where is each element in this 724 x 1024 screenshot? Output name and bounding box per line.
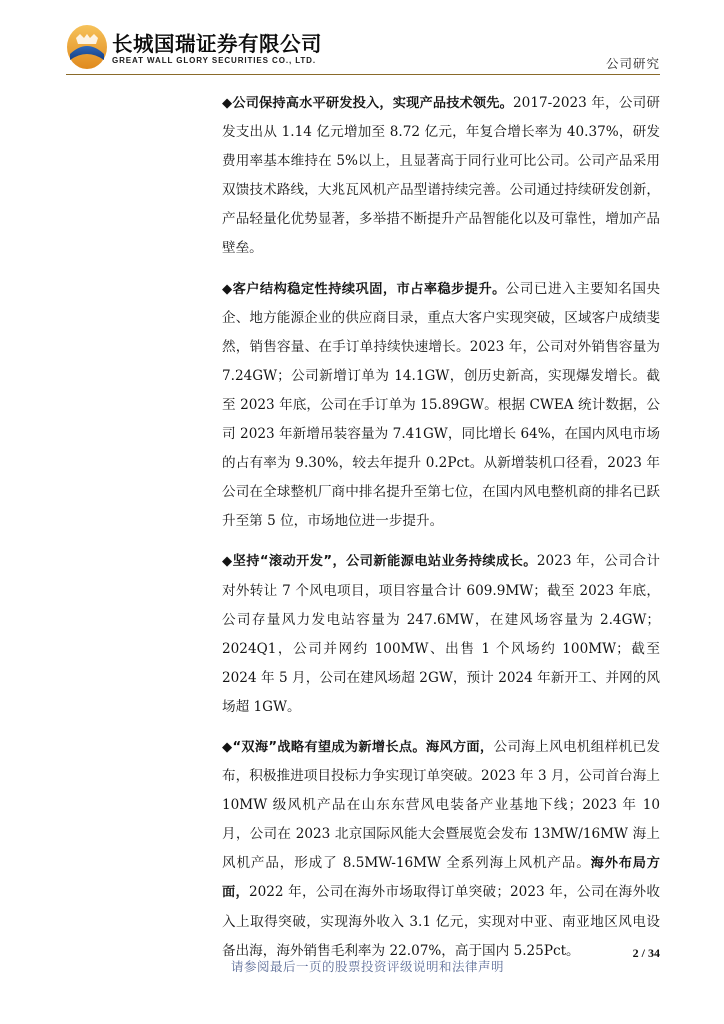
paragraph-dual-sea-strategy [222,733,660,966]
header-divider [66,74,660,75]
paragraph-lead: ◆公司保持高水平研发投入，实现产品技术领先。 [222,96,514,111]
disclaimer-link[interactable]: 请参阅最后一页的股票投资评级说明和法律声明 [231,959,505,974]
paragraph-text: 2023 年，公司合计对外转让 7 个风电项目，项目容量合计 609.9MW；截至 2023 年底，公司存量风力发电站容量为 247.6MW，在建风场容量为 2.4GW；2024Q1，公司并网约 100MW、出售 1 个风场约 100MW；截至 2024 年 5 月，公司在建风场超 2GW，预计 2024 年新开工、并网的风场超 1GW。 [222,553,660,715]
paragraph-inline-heading: 海外布局方面， [222,856,660,901]
paragraph-rolling-development [222,547,660,722]
page-number: 2 / 34 [632,946,660,960]
paragraph-lead: ◆坚持“滚动开发”，公司新能源电站业务持续成长。 [222,554,537,570]
company-logo [66,24,336,72]
paragraph-text: 2022 年，公司在海外市场取得订单突破；2023 年，公司在海外收入上取得突破，实现海外收入 3.1 亿元，实现对中亚、南亚地区风电设备出海，海外销售毛利率为 22.07%，高于国内 5.25Pct。 [222,884,661,959]
paragraph-text: 公司已进入主要知名国央企、地方能源企业的供应商目录，重点大客户实现突破，区域客户成绩斐然，销售容量、在手订单持续快速增长。2023 年，公司对外销售容量为 7.24GW；公司新增订单为 14.1GW，创历史新高，实现爆发增长。截至 2023 年底，公司在手订单为 15.89GW。根据 CWEA 统计数据，公司 2023 年新增吊装容量为 7.41GW，同比增长 64%，在国内风电市场的占有率为 9.30%，较去年提升 0.2Pct。从新增装机口径看，2023 年公司在全球整机厂商中排名提升至第七位，在国内风电整机商的排名已跃升至第 5 位，市场地位进一步提升。 [222,280,660,530]
company-name-cn: 长城国瑞证券有限公司 [112,32,322,56]
paragraph-lead: ◆客户结构稳定性持续巩固，市占率稳步提升。 [222,281,506,297]
paragraph-rd-investment [222,89,660,264]
paragraph-lead: ◆“双海”战略有望成为新增长点。海风方面， [222,739,494,755]
paragraph-text: 公司海上风电机组样机已发布，积极推进项目投标力争实现订单突破。2023 年 3 月，公司首台海上 10MW 级风机产品在山东东营风电装备产业基地下线；2023 年 10 月，公司在 2023 北京国际风能大会暨展览会发布 13MW/16MW 海上风机产品，形成了 8.5MW-16MW 全系列海上风机产品。 [222,738,661,872]
company-name-en: GREAT WALL GLORY SECURITIES CO., LTD. [112,56,316,65]
paragraph-text: 2017-2023 年，公司研发支出从 1.14 亿元增加至 8.72 亿元，年复合增长率为 40.37%，研发费用率基本维持在 5%以上，且显著高于同行业可比公司。公司产品采用双馈技术路线，大兆瓦风机产品型谱持续完善。公司通过持续研发创新，产品轻量化优势显著，多举措不断提升产品智能化以及可靠性，增加产品壁垒。 [222,95,661,257]
great-wall-glory-emblem-icon [66,24,108,70]
paragraph-customer-structure [222,275,660,537]
report-body [222,89,660,977]
section-label: 公司研究 [605,56,660,71]
